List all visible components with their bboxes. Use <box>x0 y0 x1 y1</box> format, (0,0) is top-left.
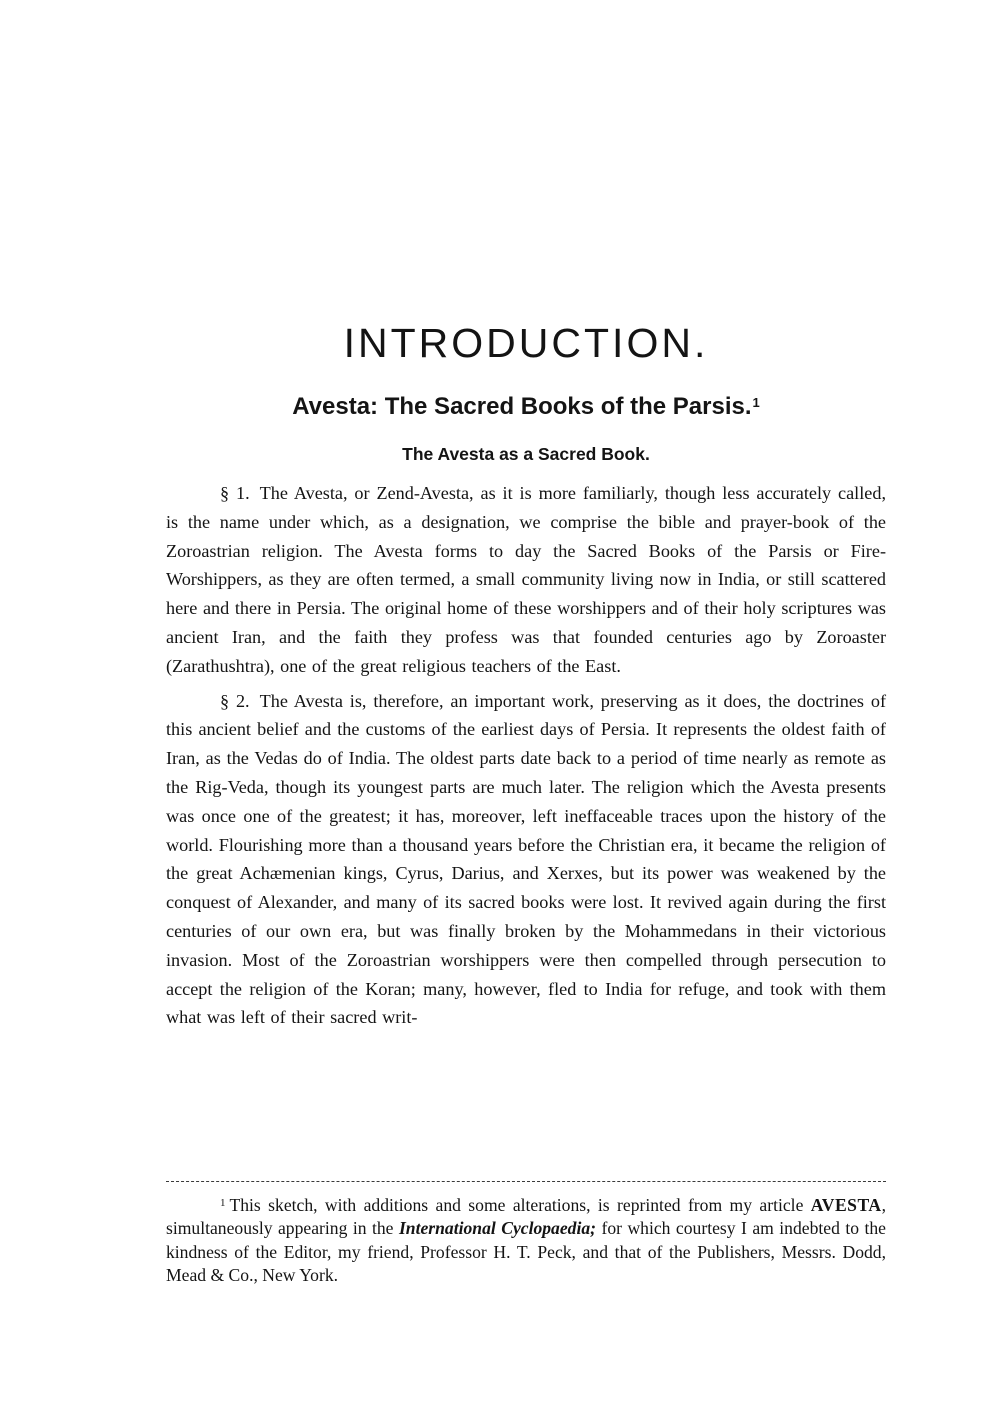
footnote-article-name: AVESTA <box>810 1195 882 1215</box>
footnote-text-2: , simultaneously appearing in the <box>166 1195 886 1239</box>
footnote-text-3: for which courtesy I am indebted to the kindness of the Editor, my friend, Professor H. T. Peck, and that of the Publishers, Messrs. Dodd, Mead & Co., New York. <box>166 1218 886 1286</box>
subtitle-text: Avesta: The Sacred Books of the Parsis. <box>292 393 752 420</box>
section-number: § 1. <box>220 483 250 503</box>
footnote-reference: 1 <box>752 395 760 410</box>
paragraph-1 <box>166 479 886 681</box>
paragraph-text: The Avesta is, therefore, an important work, preserving as it does, the doctrines of this ancient belief and the customs of the earliest days of Persia. It represents the oldest faith of Iran, as the Vedas do of India. The oldest parts date back to a period of time nearly as remote as the Rig-Veda, though its youngest parts are much later. The religion which the Avesta presents was once one of the greatest; it has, moreover, left ineffaceable traces upon the history of the world. Flourishing more than a thousand years before the Christian era, it became the religion of the great Achæmenian kings, Cyrus, Darius, and Xerxes, but its power was weakened by the conquest of Alexander, and many of its sacred books were lost. It revived again during the first centuries of our own era, but was finally broken by the Mohammedans in their victorious invasion. Most of the Zoroastrian worshippers were then compelled through persecution to accept the religion of the Koran; many, however, fled to India for refuge, and took with them what was left of their sacred writ- <box>166 690 886 1028</box>
body-text <box>166 479 886 1038</box>
footnote-text-1: This sketch, with additions and some alterations, is reprinted from my article <box>229 1195 804 1215</box>
section-heading: The Avesta as a Sacred Book. <box>402 444 650 464</box>
page-title: INTRODUCTION. <box>343 320 709 366</box>
footnote <box>166 1194 886 1288</box>
page <box>166 0 886 1418</box>
paragraph-text: The Avesta, or Zend-Avesta, as it is more familiarly, though less accurately called, is the name under which, as a designation, we comprise the bible and prayer-book of the Zoroastrian religion. The Avesta forms to day the Sacred Books of the Parsis or Fire-Worshippers, as they are often termed, a small community living now in India, or still scattered here and there in Persia. The original home of these worshippers and of their holy scriptures was ancient Iran, and the faith they profess was that founded centuries ago by Zoroaster (Zarathushtra), one of the great religious teachers of the East. <box>166 483 887 676</box>
footnote-divider <box>166 1181 886 1182</box>
section-number: § 2. <box>220 690 250 711</box>
footnote-publication: International Cyclopaedia; <box>398 1218 597 1239</box>
page-subtitle <box>166 391 886 423</box>
footnote-mark: 1 <box>220 1197 226 1209</box>
paragraph-2 <box>166 687 886 1033</box>
